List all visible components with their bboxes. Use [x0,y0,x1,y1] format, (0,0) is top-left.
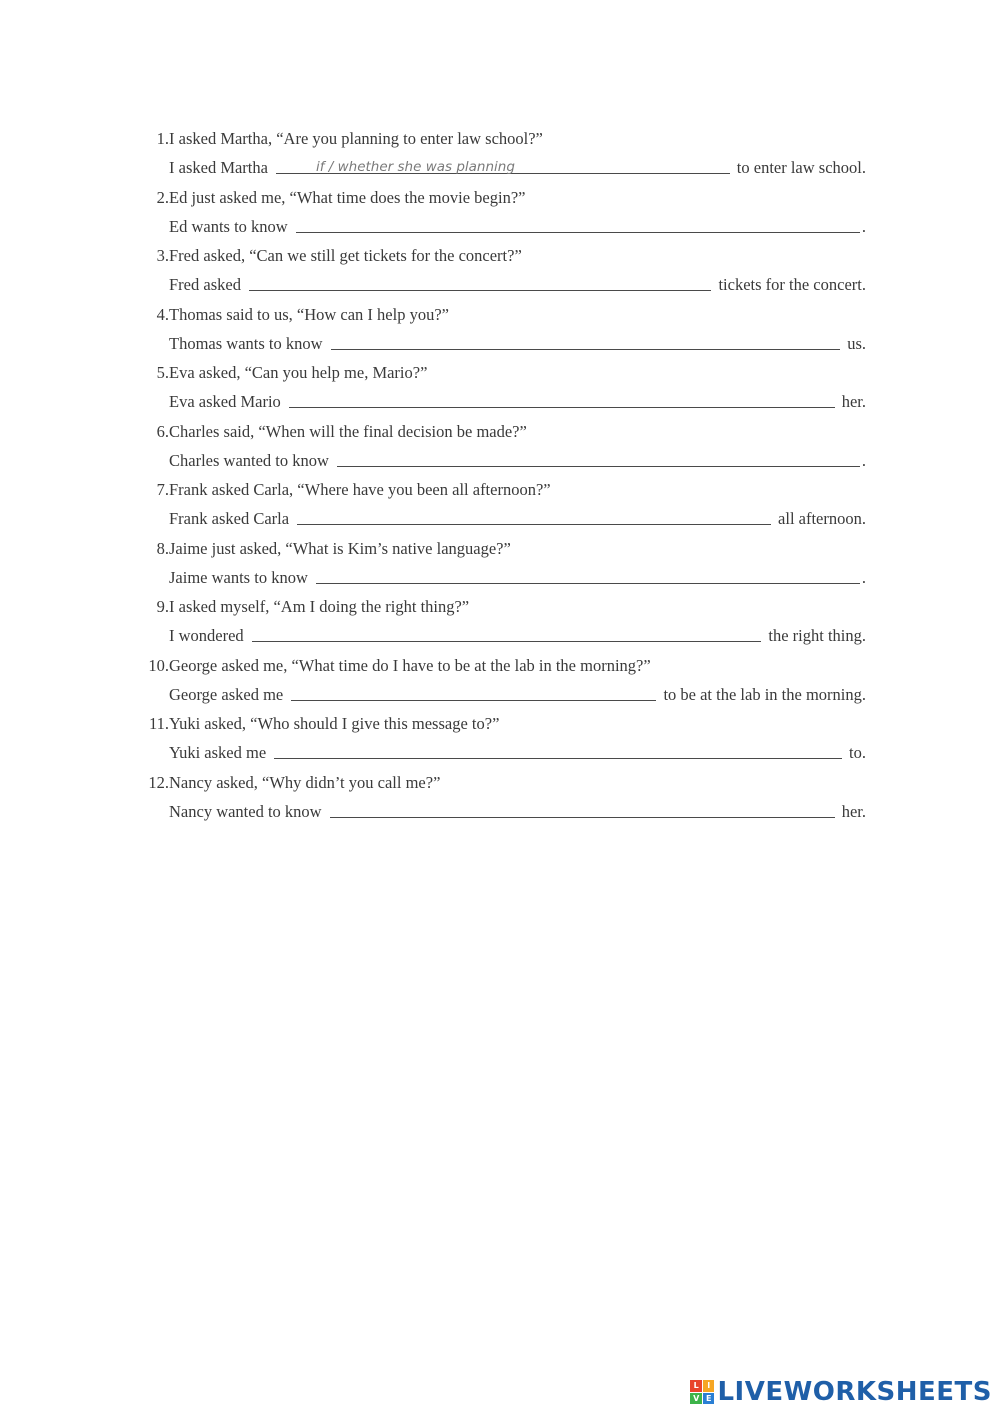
exercise-item [130,592,866,651]
item-number-cell [130,768,169,797]
answer-stem: Yuki asked me [169,743,267,762]
answer-blank[interactable] [297,504,771,525]
question-line [130,241,866,270]
exercise-item [130,475,866,534]
answer-stem: Fred asked [169,275,241,294]
answer-line [130,212,866,241]
item-number: 8. [156,538,169,558]
logo-tile: I [703,1380,715,1392]
item-number-cell [130,417,169,446]
item-number: 11. [148,714,169,733]
answer-blank[interactable] [276,153,730,174]
logo-tile: V [690,1393,702,1405]
answer-line [130,153,866,182]
exercise-item [130,300,866,359]
answer-tail: her. [841,392,866,411]
answer-stem: Jaime wants to know [169,567,308,587]
answer-line [130,270,866,299]
answer-line [130,621,866,650]
liveworksheets-logo-icon [690,1380,714,1404]
answer-tail: to enter law school. [736,158,866,177]
item-number-cell [130,124,169,153]
item-number-cell [130,651,169,680]
answer-line [130,446,866,475]
item-number: 1. [156,129,169,148]
item-number-cell [130,300,169,329]
answer-stem: Eva asked Mario [169,392,281,411]
question-line [130,300,866,329]
answer-blank[interactable] [316,563,860,584]
answer-blank[interactable] [289,387,835,408]
question-text: Jaime just asked, “What is Kim’s native language?” [169,538,511,558]
answer-tail: her. [841,801,866,821]
answer-stem: I asked Martha [169,158,268,177]
answer-blank[interactable] [252,621,762,642]
answer-blank[interactable] [330,797,835,818]
question-text: Thomas said to us, “How can I help you?” [169,304,449,324]
question-text: Yuki asked, “Who should I give this message to?” [169,714,500,733]
answer-tail: all afternoon. [778,509,866,528]
answer-stem: George asked me [169,684,284,704]
question-line [130,417,866,446]
question-line [130,709,866,738]
answer-line [130,563,866,592]
brand-name: LIVEWORKSHEETS [717,1377,992,1407]
question-text: Charles said, “When will the final decision be made?” [169,421,527,441]
item-number: 9. [156,597,169,616]
item-number-cell [130,709,169,738]
answer-line [130,680,866,709]
answer-line [130,738,866,767]
answer-stem: Frank asked Carla [169,509,290,528]
item-number-cell [130,534,169,563]
item-number: 5. [156,363,169,382]
exercise-item [130,709,866,768]
logo-tile: L [690,1380,702,1392]
item-number-cell [130,358,169,387]
answer-tail: us. [847,333,866,353]
exercise-item [130,183,866,242]
item-number: 4. [156,304,169,324]
question-text: I asked Martha, “Are you planning to enter law school?” [169,129,543,148]
exercise-item [130,651,866,710]
answer-line [130,329,866,358]
answer-blank[interactable] [274,738,842,759]
question-line [130,475,866,504]
exercise-list [130,124,866,826]
item-number-cell [130,475,169,504]
question-text: Ed just asked me, “What time does the movie begin?” [169,187,526,207]
answer-stem: Ed wants to know [169,216,288,236]
answer-line [130,504,866,533]
question-text: George asked me, “What time do I have to be at the lab in the morning?” [169,655,651,675]
answer-stem: Thomas wants to know [169,333,323,353]
item-number-cell [130,592,169,621]
answer-tail: the right thing. [768,626,866,645]
question-line [130,534,866,563]
question-line [130,592,866,621]
exercise-item [130,124,866,183]
question-line [130,124,866,153]
liveworksheets-brand [690,1377,992,1407]
answer-tail: . [861,567,866,587]
answer-stem: I wondered [169,626,244,645]
item-number-cell [130,241,169,270]
item-number: 6. [156,421,169,441]
answer-stem: Charles wanted to know [169,450,329,470]
item-number: 12. [148,772,169,792]
item-number: 7. [156,480,169,499]
logo-tile: E [703,1393,715,1405]
question-text: I asked myself, “Am I doing the right thing?” [169,597,470,616]
exercise-item [130,417,866,476]
question-text: Nancy asked, “Why didn’t you call me?” [169,772,441,792]
answer-tail: to be at the lab in the morning. [663,684,866,704]
question-line [130,768,866,797]
question-text: Eva asked, “Can you help me, Mario?” [169,363,428,382]
answer-tail: tickets for the concert. [718,275,866,294]
answer-blank[interactable] [337,446,860,467]
answer-line [130,387,866,416]
answer-blank[interactable] [249,270,712,291]
answer-text: if / whether she was planning [315,159,515,175]
answer-blank[interactable] [291,680,656,701]
answer-blank[interactable] [331,329,841,350]
item-number: 2. [156,187,169,207]
exercise-item [130,358,866,417]
answer-tail: . [861,216,866,236]
question-text: Fred asked, “Can we still get tickets for the concert?” [169,246,522,265]
exercise-item [130,534,866,593]
question-line [130,183,866,212]
answer-blank[interactable] [296,212,860,233]
answer-stem: Nancy wanted to know [169,801,322,821]
question-line [130,651,866,680]
item-number-cell [130,183,169,212]
answer-line [130,797,866,826]
item-number: 3. [156,246,169,265]
item-number: 10. [148,655,169,675]
question-text: Frank asked Carla, “Where have you been all afternoon?” [169,480,551,499]
answer-tail: to. [849,743,866,762]
question-line [130,358,866,387]
exercise-item [130,768,866,827]
answer-tail: . [861,450,866,470]
exercise-item [130,241,866,300]
